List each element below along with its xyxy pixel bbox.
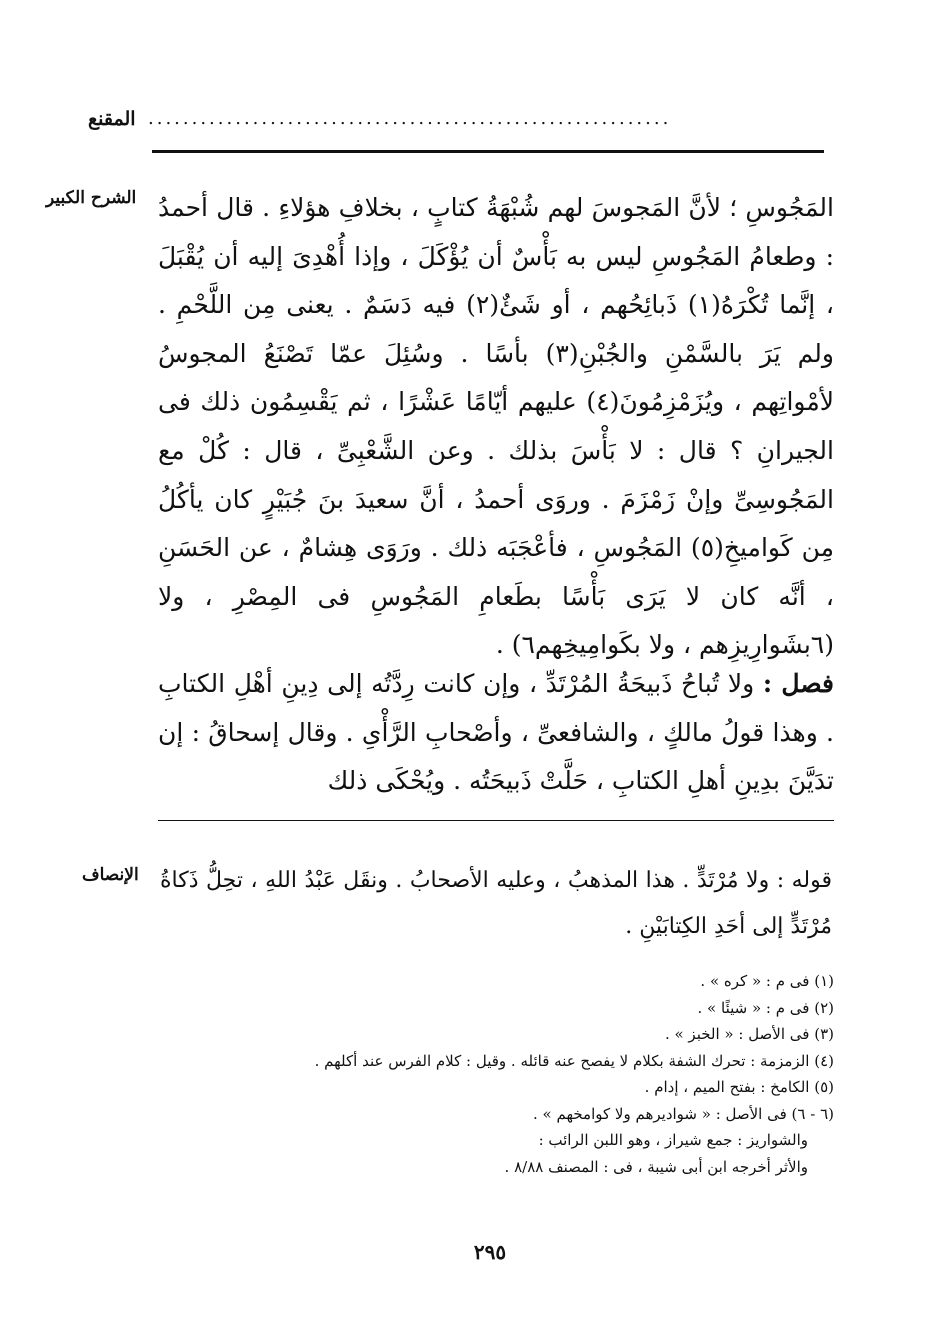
header-dot-leader: ............................................................ bbox=[148, 108, 672, 128]
footnote: (٣) فى الأصل : « الخبز » . bbox=[664, 1025, 834, 1043]
footnote: (٤) الزمزمة : تحرك الشفة بكلام لا يفصح عنه قائله . وقيل : كلام الفرس عند أكلهم . bbox=[314, 1051, 834, 1070]
footnote: (٥) الكامخ : بفتح الميم ، إدام . bbox=[644, 1078, 834, 1096]
margin-label-insaf: الإنصاف bbox=[82, 865, 139, 885]
footnote: (٢) فى م : « شيئًا » . bbox=[697, 998, 834, 1017]
insaf-commentary: قوله : ولا مُرْتَدٍّ . هذا المذهبُ ، وعليه الأصحابُ . ونقَل عَبْدُ اللهِ ، تحِلُّ ذَكاةُ مُرْتَدٍّ إلى أحَدِ الكِتابَيْنِ . bbox=[160, 868, 832, 939]
footnote: (٦ - ٦) فى الأصل : « شواديرهم ولا كوامخهم » . bbox=[532, 1104, 834, 1123]
header-rule bbox=[152, 150, 824, 153]
footnote-continuation: والشواريز : جمع شيراز ، وهو اللبن الرائب : bbox=[538, 1131, 808, 1149]
footnotes-block bbox=[240, 968, 834, 1180]
fasl-text: ولا تُباحُ ذَبيحَةُ المُرْتَدِّ ، وإن كانت رِدَّتُه إلى دِينِ أهْلِ الكتابِ . وهذا قولُ مالكٍ ، والشافعىِّ ، وأصْحابِ الرَّأْىِ . وقال إسحاقُ : إن تدَيَّنَ بدِينِ أهلِ الكتابِ ، حَلَّتْ ذَبيحَتُه . ويُحْكَى ذلك bbox=[158, 669, 834, 796]
footnote-continuation: والأثر أخرجه ابن أبى شيبة ، فى : المصنف ٨/٨٨ . bbox=[504, 1157, 808, 1176]
page-number: ٢٩٥ bbox=[473, 1240, 507, 1264]
footnote: (١) فى م : « كره » . bbox=[700, 972, 834, 990]
margin-label-sharh-kabir: الشرح الكبير bbox=[46, 188, 137, 208]
running-header-title: المقنع bbox=[88, 108, 136, 130]
section-divider bbox=[158, 820, 834, 821]
main-paragraph-1: المَجُوسِ ؛ لأنَّ المَجوسَ لهم شُبْهَةُ كتابٍ ، بخلافِ هؤلاءِ . قال أحمدُ : وطعامُ المَجُوسِ ليس به بَأْسٌ أن يُؤْكَلَ ، وإذا أُهْدِىَ إليه أن يُقْبَلَ ، إنَّما تُكْرَهُ(١) ذَبائِحُهم ، أو شَئٌ(٢) فيه دَسَمٌ . يعنى مِن اللَّحْمِ . ولم يَرَ بالسَّمْنِ والجُبْنِ(٣) بأسًا . وسُئِلَ عمّا تَصْنَعُ المجوسُ لأمْواتِهم ، ويُزَمْزِمُونَ(٤) عليهم أيّامًا عَشْرًا ، ثم يَقْسِمُون ذلك فى الجيرانِ ؟ قال : لا بَأْسَ بذلك . وعن الشَّعْبِىِّ ، قال : كُلْ مع المَجُوسِىِّ وإنْ زَمْزَمَ . وروَى أحمدُ ، أنَّ سعيدَ بنَ جُبَيْرٍ كان يأكُلُ مِن كَواميخِ(٥) المَجُوسِ ، فأعْجَبَه ذلك . ورَوَى هِشامٌ ، عن الحَسَنِ ، أنَّه كان لا يَرَى بَأْسًا بطَعامِ المَجُوسِ فى المِصْرِ ، ولا (٦بشَوارِيزِهم ، ولا بكَوامِيخِهم٦) . bbox=[158, 193, 834, 660]
fasl-heading: فصل : bbox=[762, 669, 834, 698]
main-paragraph-2 bbox=[158, 660, 834, 806]
